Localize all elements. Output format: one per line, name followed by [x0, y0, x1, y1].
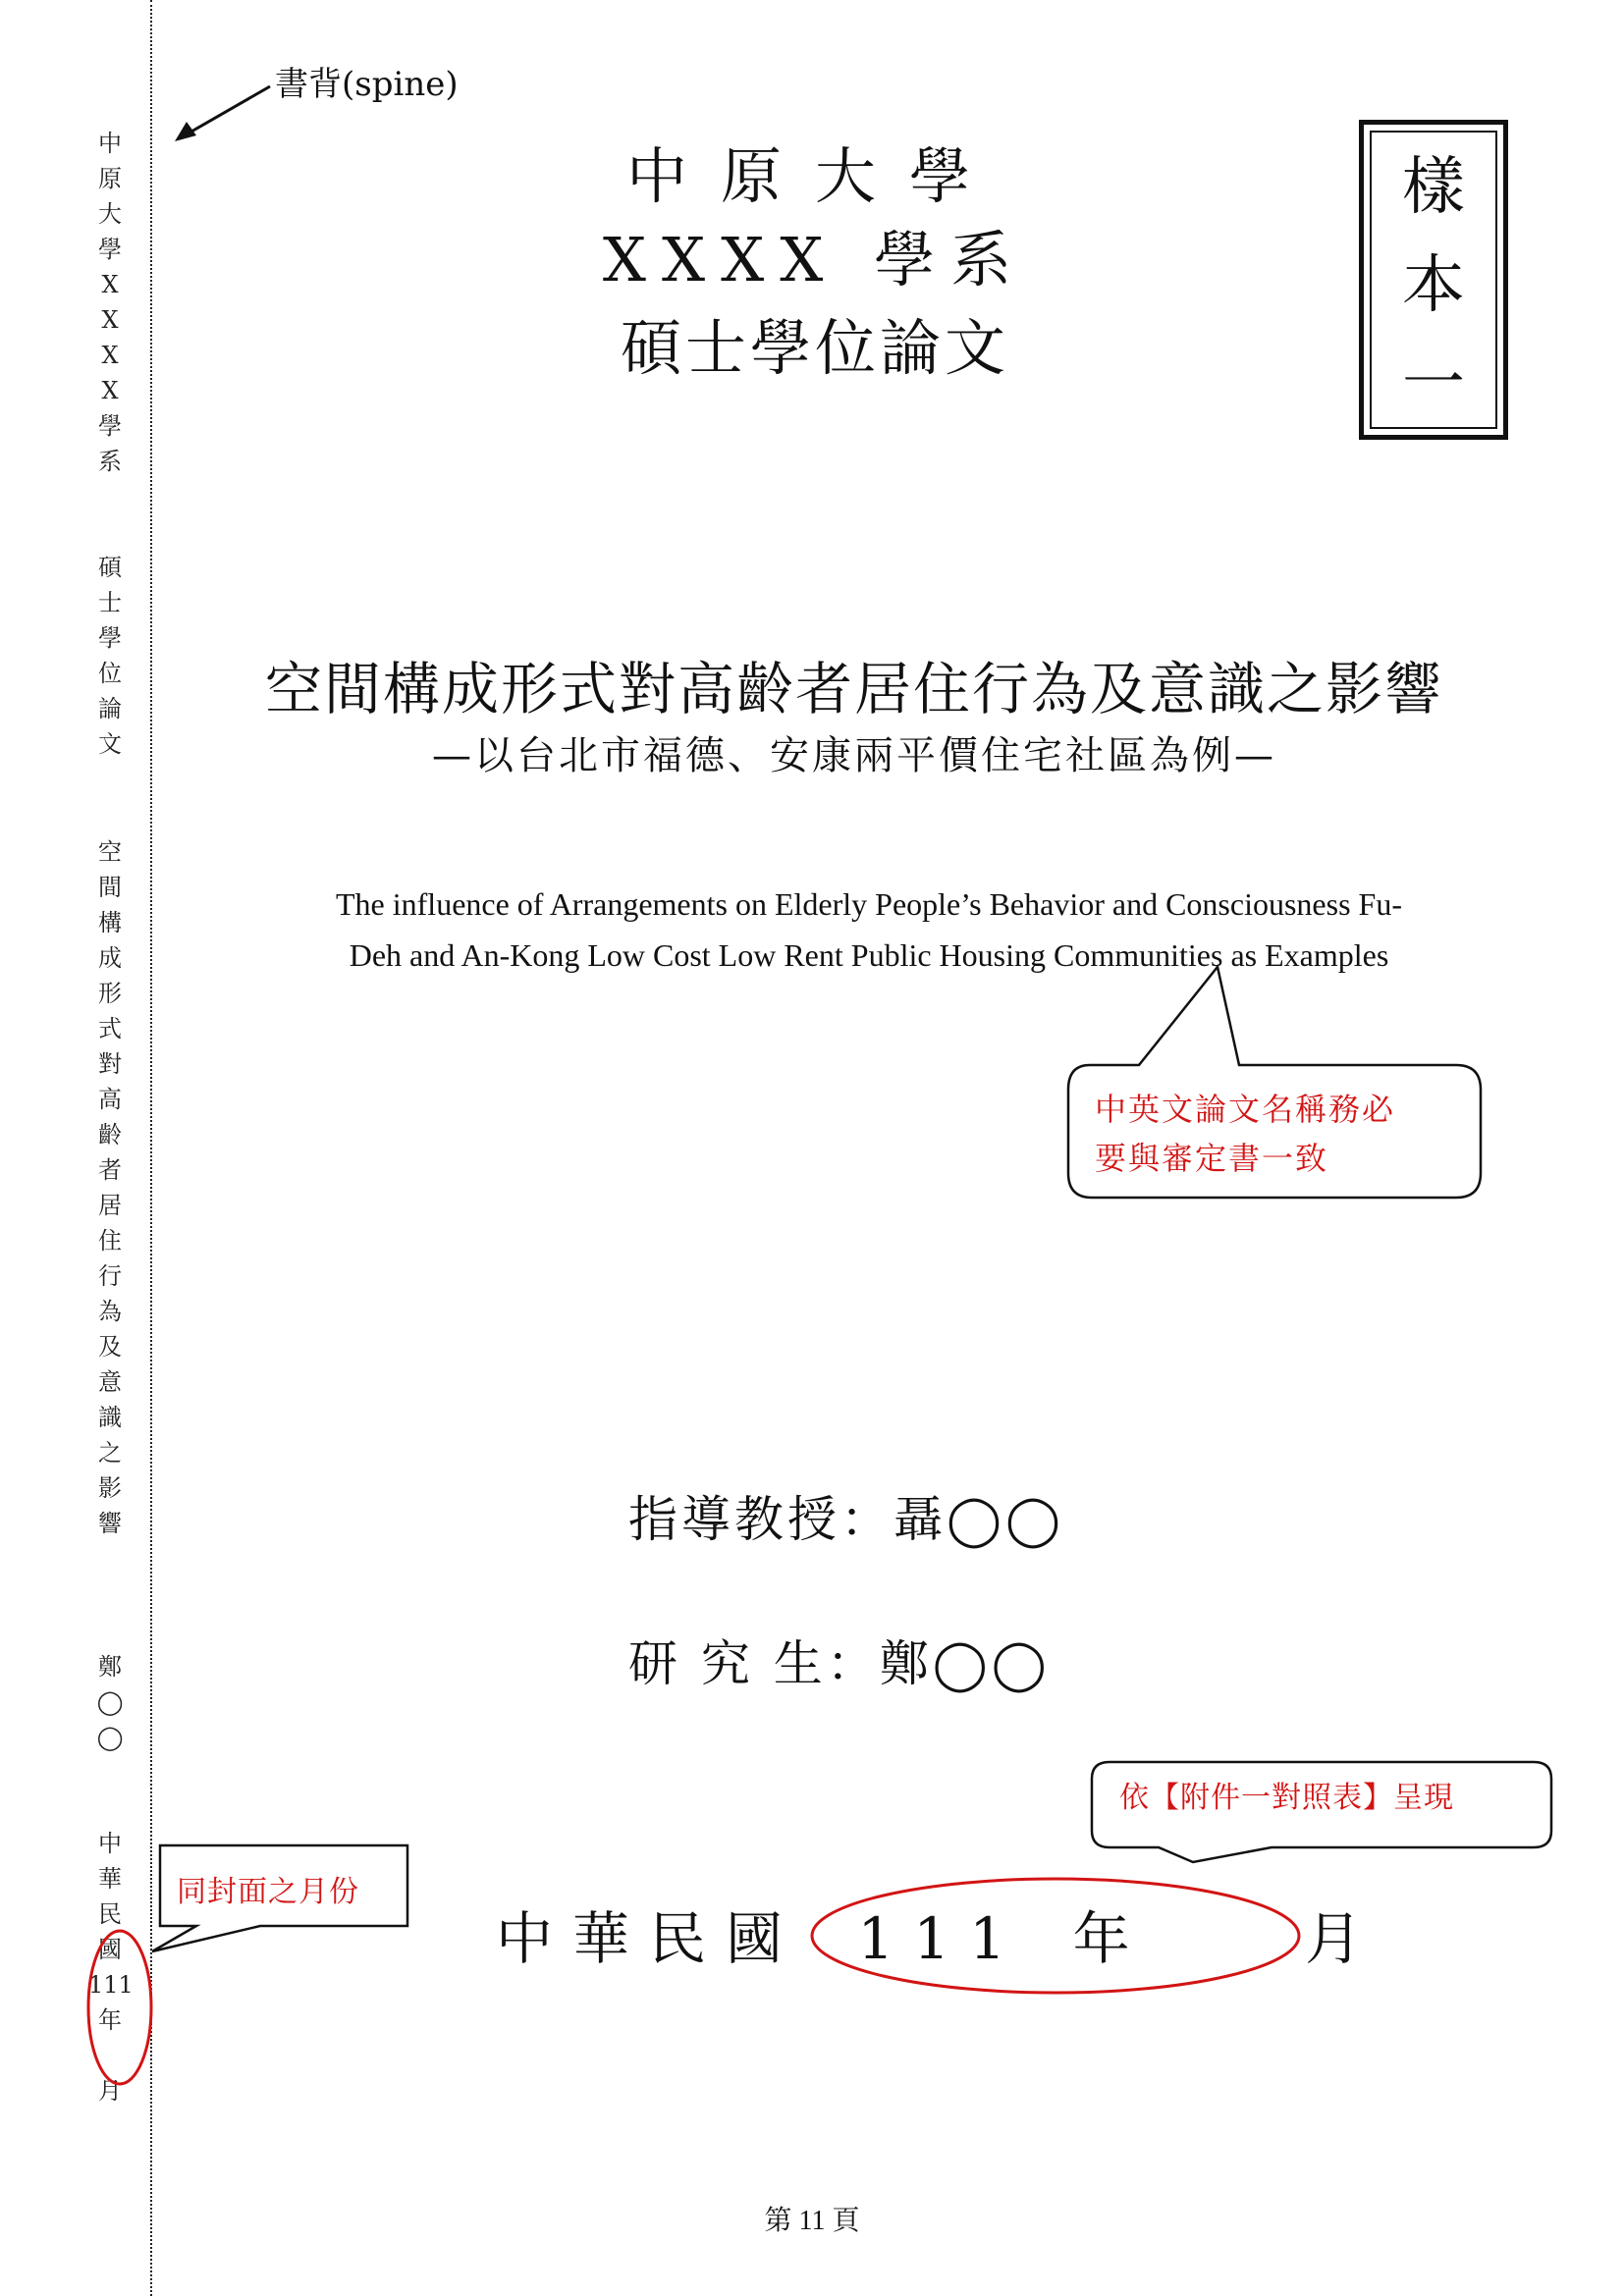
spine-char: 齡	[98, 1121, 122, 1148]
spine-char: 國	[98, 1936, 122, 1963]
spine-char: 大	[98, 200, 122, 228]
spine-char: 位	[98, 660, 122, 687]
spine-char: X	[101, 342, 119, 369]
spine-label: 書背(spine)	[275, 65, 459, 104]
title-consistency-note	[1095, 1085, 1468, 1183]
spine-char: 居	[98, 1192, 122, 1219]
spine-char: 者	[98, 1156, 122, 1184]
sample-char: 樣	[1402, 151, 1465, 224]
date-year-unit: 年	[1072, 1905, 1150, 1972]
spine-char: 文	[98, 730, 122, 758]
advisor-label: 指導教授：	[628, 1491, 893, 1548]
spine-char: 空	[98, 838, 122, 866]
university-name: 中原大學	[625, 140, 1003, 212]
thesis-title-chinese: 空間構成形式對高齡者居住行為及意識之影響	[264, 656, 1443, 722]
spine-char: 論	[98, 695, 122, 722]
page-number: 第 11 頁	[764, 2206, 860, 2236]
spine-char: 式	[98, 1015, 122, 1042]
degree-name: 碩士學位論文	[620, 312, 1009, 384]
spine-char: 111	[88, 1971, 134, 1999]
spine-char: 中	[98, 1830, 122, 1857]
spine-char: 月	[98, 2077, 122, 2105]
spine-char: 民	[98, 1900, 122, 1928]
advisor-name: 聶◯◯	[893, 1491, 1064, 1548]
spine-char: 士	[98, 589, 122, 616]
date-era: 中華民國	[496, 1905, 803, 1972]
spine-char: 對	[98, 1050, 122, 1078]
spine-char: 年	[98, 2006, 122, 2034]
spine-char: 意	[98, 1368, 122, 1396]
note-line: 要與審定書一致	[1095, 1140, 1329, 1177]
advisor-line	[628, 1480, 1064, 1551]
date-year: 111	[857, 1905, 1026, 1972]
spine-char: 形	[98, 980, 122, 1007]
spine-char: 響	[98, 1510, 122, 1537]
spine-char: 間	[98, 874, 122, 901]
submission-date	[496, 1893, 1381, 1975]
spine-char: 影	[98, 1474, 122, 1502]
date-month-unit: 月	[1305, 1905, 1382, 1972]
spine-char: 碩	[98, 554, 122, 581]
student-label: 研 究 生：	[628, 1635, 880, 1692]
spine-char: ◯	[96, 1688, 124, 1716]
department-name: XXXX 學系	[602, 224, 1028, 295]
spine-char: 構	[98, 909, 122, 936]
thesis-subtitle-chinese: —以台北市福德、安康兩平價住宅社區為例—	[432, 733, 1276, 778]
spine-char: 學	[98, 412, 122, 440]
spine-char: 鄭	[98, 1653, 122, 1681]
spine-char: 原	[98, 165, 122, 192]
spine-char: X	[101, 271, 119, 298]
spine-char: 華	[98, 1865, 122, 1893]
spine-char: 行	[98, 1262, 122, 1290]
spine-date-highlight	[88, 1931, 151, 2084]
spine-char: 系	[98, 448, 122, 475]
english-title-line: The influence of Arrangements on Elderly People’s Behavior and Consciousness Fu-	[336, 886, 1402, 922]
spine-char: 學	[98, 624, 122, 652]
spine-char: 學	[98, 236, 122, 263]
spine-char: 住	[98, 1227, 122, 1255]
spine-char: ◯	[96, 1724, 124, 1751]
spine-char: 及	[98, 1333, 122, 1361]
spine-char: 為	[98, 1298, 122, 1325]
spine-char: X	[101, 377, 119, 404]
note-line: 中英文論文名稱務必	[1095, 1091, 1396, 1128]
spine-char: 識	[98, 1404, 122, 1431]
spine-char: 之	[98, 1439, 122, 1467]
date-format-note: 依【附件一對照表】呈現	[1119, 1781, 1454, 1815]
student-line	[628, 1625, 1051, 1695]
sample-char: 一	[1402, 347, 1465, 420]
english-title-line: Deh and An-Kong Low Cost Low Rent Public Housing Communities as Examples	[349, 937, 1389, 973]
spine-char: X	[101, 306, 119, 334]
spine-date-note: 同封面之月份	[177, 1875, 359, 1909]
student-name: 鄭◯◯	[879, 1635, 1051, 1692]
spine-char: 中	[98, 130, 122, 157]
sample-char: 本	[1402, 249, 1465, 322]
spine-char: 成	[98, 944, 122, 972]
spine-char: 高	[98, 1086, 122, 1113]
